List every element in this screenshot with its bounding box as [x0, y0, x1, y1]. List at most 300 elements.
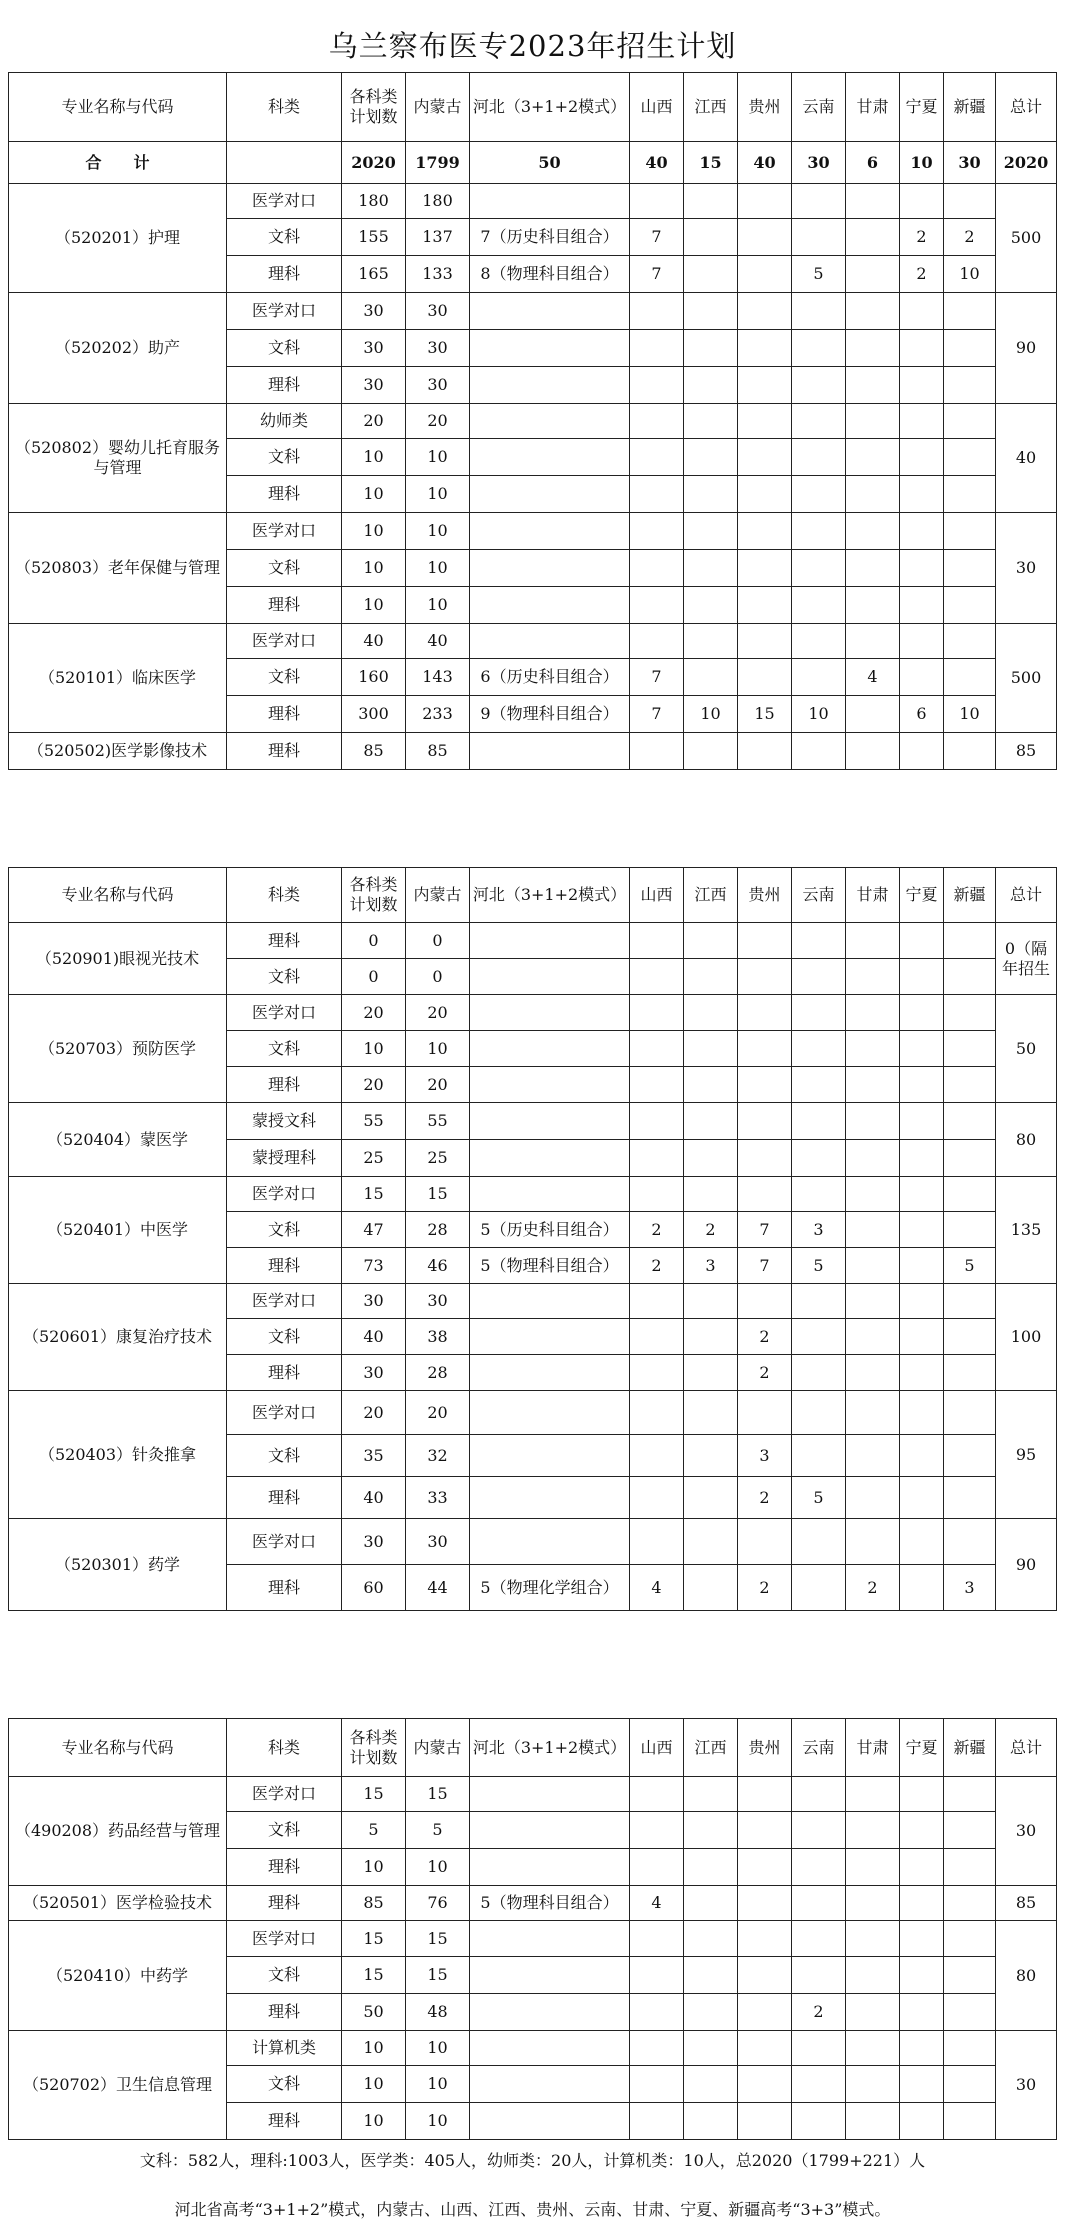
- table-row: [9, 1391, 1057, 1435]
- plan-count-cell: 20: [342, 995, 406, 1031]
- major-name-cell: （520702）卫生信息管理: [9, 2031, 227, 2140]
- plan-count-cell: 10: [342, 587, 406, 624]
- jiangxi-cell: [684, 330, 738, 367]
- column-header: 江西: [684, 868, 738, 923]
- major-total-cell: 90: [996, 1519, 1057, 1611]
- xinjiang-cell: 2: [944, 219, 996, 256]
- hebei-cell: [470, 550, 630, 587]
- yunnan-cell: [792, 1886, 846, 1921]
- neimenggu-cell: 46: [406, 1248, 470, 1284]
- neimenggu-cell: 10: [406, 550, 470, 587]
- shanxi-cell: [630, 995, 684, 1031]
- jiangxi-cell: [684, 1031, 738, 1067]
- neimenggu-cell: 28: [406, 1355, 470, 1391]
- xinjiang-cell: [944, 1921, 996, 1957]
- jiangxi-cell: [684, 1177, 738, 1212]
- major-total-cell: 30: [996, 513, 1057, 624]
- gansu-cell: [846, 1994, 900, 2031]
- column-header: 甘肃: [846, 1719, 900, 1777]
- hebei-cell: 5（历史科目组合）: [470, 1212, 630, 1248]
- neimenggu-cell: 233: [406, 696, 470, 733]
- column-header: 云南: [792, 1719, 846, 1777]
- jiangxi-cell: [684, 1519, 738, 1565]
- major-total-cell: 40: [996, 404, 1057, 513]
- yunnan-cell: [792, 330, 846, 367]
- guizhou-cell: [738, 293, 792, 330]
- ningxia-cell: [900, 1103, 944, 1140]
- shanxi-cell: 2: [630, 1248, 684, 1284]
- category-cell: 医学对口: [227, 1284, 342, 1319]
- ningxia-cell: [900, 293, 944, 330]
- gansu-cell: [846, 1319, 900, 1355]
- shanxi-cell: [630, 1957, 684, 1994]
- column-header: 山西: [630, 868, 684, 923]
- hebei-cell: [470, 2031, 630, 2066]
- plan-count-cell: 35: [342, 1435, 406, 1477]
- neimenggu-cell: 30: [406, 367, 470, 404]
- hebei-cell: [470, 1519, 630, 1565]
- major-total-cell: 80: [996, 1921, 1057, 2031]
- guizhou-cell: [738, 923, 792, 959]
- hebei-cell: [470, 184, 630, 219]
- plan-count-cell: 300: [342, 696, 406, 733]
- jiangxi-cell: [684, 1849, 738, 1886]
- hebei-cell: [470, 1849, 630, 1886]
- category-cell: 理科: [227, 1565, 342, 1611]
- plan-count-cell: 10: [342, 439, 406, 476]
- major-name-cell: （520601）康复治疗技术: [9, 1284, 227, 1391]
- hebei-cell: [470, 1391, 630, 1435]
- xinjiang-cell: [944, 330, 996, 367]
- yunnan-cell: [792, 2066, 846, 2103]
- guizhou-cell: [738, 1994, 792, 2031]
- neimenggu-cell: 143: [406, 659, 470, 696]
- shanxi-cell: [630, 1284, 684, 1319]
- hebei-cell: [470, 1140, 630, 1177]
- column-header: 内蒙古: [406, 868, 470, 923]
- gansu-cell: [846, 959, 900, 995]
- gansu-cell: [846, 2103, 900, 2140]
- major-name-cell: （520502)医学影像技术: [9, 733, 227, 770]
- ningxia-cell: [900, 1391, 944, 1435]
- neimenggu-cell: 38: [406, 1319, 470, 1355]
- ningxia-cell: 2: [900, 219, 944, 256]
- shanxi-cell: [630, 476, 684, 513]
- guizhou-cell: [738, 1067, 792, 1103]
- xinjiang-cell: [944, 995, 996, 1031]
- plan-count-cell: 10: [342, 2031, 406, 2066]
- yunnan-cell: [792, 404, 846, 439]
- ningxia-cell: 6: [900, 696, 944, 733]
- hebei-cell: [470, 330, 630, 367]
- column-header: 新疆: [944, 868, 996, 923]
- hebei-cell: [470, 1994, 630, 2031]
- yunnan-cell: [792, 587, 846, 624]
- jiangxi-cell: [684, 256, 738, 293]
- shanxi-cell: 7: [630, 696, 684, 733]
- column-header: 宁夏: [900, 1719, 944, 1777]
- guizhou-cell: [738, 1103, 792, 1140]
- xinjiang-cell: 10: [944, 696, 996, 733]
- gansu-cell: [846, 184, 900, 219]
- gansu-cell: [846, 476, 900, 513]
- category-cell: 理科: [227, 1994, 342, 2031]
- guizhou-cell: [738, 1921, 792, 1957]
- guizhou-cell: [738, 367, 792, 404]
- xinjiang-cell: [944, 1284, 996, 1319]
- yunnan-cell: [792, 1435, 846, 1477]
- guizhou-cell: [738, 550, 792, 587]
- plan-count-cell: 47: [342, 1212, 406, 1248]
- plan-count-cell: 40: [342, 1477, 406, 1519]
- gansu-cell: [846, 439, 900, 476]
- plan-count-cell: 85: [342, 733, 406, 770]
- guizhou-cell: 2: [738, 1477, 792, 1519]
- hebei-cell: 5（物理科目组合）: [470, 1248, 630, 1284]
- jiangxi-cell: [684, 1886, 738, 1921]
- hebei-cell: [470, 367, 630, 404]
- neimenggu-cell: 5: [406, 1812, 470, 1849]
- yunnan-cell: [792, 476, 846, 513]
- jiangxi-cell: [684, 293, 738, 330]
- neimenggu-cell: 32: [406, 1435, 470, 1477]
- major-total-cell: 85: [996, 733, 1057, 770]
- grand-total-row: [9, 142, 1057, 184]
- jiangxi-cell: [684, 2031, 738, 2066]
- gansu-cell: [846, 1031, 900, 1067]
- table-row: [9, 995, 1057, 1031]
- hebei-cell: 5（物理化学组合）: [470, 1565, 630, 1611]
- ningxia-cell: [900, 367, 944, 404]
- major-total-cell: 500: [996, 624, 1057, 733]
- gansu-cell: [846, 995, 900, 1031]
- shanxi-cell: [630, 1067, 684, 1103]
- xinjiang-cell: [944, 1777, 996, 1812]
- column-header: 内蒙古: [406, 73, 470, 142]
- plan-count-cell: 20: [342, 1067, 406, 1103]
- jiangxi-cell: [684, 1067, 738, 1103]
- jiangxi-cell: [684, 476, 738, 513]
- column-header: 贵州: [738, 73, 792, 142]
- hebei-cell: [470, 1957, 630, 1994]
- gansu-cell: [846, 1212, 900, 1248]
- neimenggu-cell: 10: [406, 513, 470, 550]
- hebei-cell: 6（历史科目组合）: [470, 659, 630, 696]
- table-row: [9, 624, 1057, 659]
- category-cell: 理科: [227, 1477, 342, 1519]
- guizhou-cell: 2: [738, 1319, 792, 1355]
- ningxia-cell: [900, 1355, 944, 1391]
- plan-count-cell: 10: [342, 2103, 406, 2140]
- category-cell: 蒙授理科: [227, 1140, 342, 1177]
- yunnan-cell: [792, 659, 846, 696]
- ningxia-cell: [900, 1212, 944, 1248]
- hebei-cell: [470, 587, 630, 624]
- neimenggu-cell: 15: [406, 1921, 470, 1957]
- yunnan-cell: 5: [792, 256, 846, 293]
- grand-total-cell: 15: [684, 142, 738, 184]
- ningxia-cell: [900, 1921, 944, 1957]
- table-row: [9, 1177, 1057, 1212]
- jiangxi-cell: [684, 1565, 738, 1611]
- ningxia-cell: [900, 439, 944, 476]
- column-header: 江西: [684, 73, 738, 142]
- guizhou-cell: 7: [738, 1212, 792, 1248]
- ningxia-cell: [900, 1284, 944, 1319]
- shanxi-cell: [630, 1994, 684, 2031]
- hebei-cell: [470, 733, 630, 770]
- shanxi-cell: [630, 1177, 684, 1212]
- neimenggu-cell: 10: [406, 587, 470, 624]
- category-cell: 文科: [227, 659, 342, 696]
- column-header: 河北（3+1+2模式）: [470, 868, 630, 923]
- yunnan-cell: [792, 1391, 846, 1435]
- gansu-cell: [846, 696, 900, 733]
- neimenggu-cell: 28: [406, 1212, 470, 1248]
- yunnan-cell: [792, 1777, 846, 1812]
- xinjiang-cell: [944, 1031, 996, 1067]
- table-row: [9, 184, 1057, 219]
- yunnan-cell: [792, 1140, 846, 1177]
- major-total-cell: 95: [996, 1391, 1057, 1519]
- category-cell: 计算机类: [227, 2031, 342, 2066]
- yunnan-cell: [792, 1031, 846, 1067]
- jiangxi-cell: [684, 1284, 738, 1319]
- yunnan-cell: [792, 1319, 846, 1355]
- plan-count-cell: 30: [342, 330, 406, 367]
- plan-count-cell: 180: [342, 184, 406, 219]
- category-cell: 医学对口: [227, 624, 342, 659]
- yunnan-cell: [792, 550, 846, 587]
- yunnan-cell: [792, 959, 846, 995]
- hebei-cell: [470, 959, 630, 995]
- gansu-cell: 4: [846, 659, 900, 696]
- major-total-cell: 80: [996, 1103, 1057, 1177]
- gansu-cell: [846, 733, 900, 770]
- gansu-cell: [846, 1355, 900, 1391]
- ningxia-cell: [900, 2031, 944, 2066]
- yunnan-cell: [792, 439, 846, 476]
- shanxi-cell: [630, 1921, 684, 1957]
- ningxia-cell: [900, 1435, 944, 1477]
- xinjiang-cell: [944, 1812, 996, 1849]
- guizhou-cell: [738, 587, 792, 624]
- column-header: 专业名称与代码: [9, 868, 227, 923]
- category-cell: 理科: [227, 1067, 342, 1103]
- jiangxi-cell: [684, 1391, 738, 1435]
- admission-plan-table-3: [8, 1718, 1057, 2140]
- hebei-cell: [470, 2103, 630, 2140]
- grand-total-cell: 40: [630, 142, 684, 184]
- guizhou-cell: [738, 439, 792, 476]
- jiangxi-cell: [684, 1103, 738, 1140]
- category-cell: 理科: [227, 1355, 342, 1391]
- jiangxi-cell: [684, 550, 738, 587]
- table-row: [9, 1284, 1057, 1319]
- header-row: [9, 868, 1057, 923]
- shanxi-cell: [630, 2066, 684, 2103]
- shanxi-cell: [630, 1031, 684, 1067]
- neimenggu-cell: 20: [406, 1391, 470, 1435]
- category-cell: 理科: [227, 1248, 342, 1284]
- shanxi-cell: [630, 587, 684, 624]
- table-row: [9, 1921, 1057, 1957]
- category-cell: 文科: [227, 1812, 342, 1849]
- jiangxi-cell: [684, 1921, 738, 1957]
- guizhou-cell: 2: [738, 1355, 792, 1391]
- hebei-cell: [470, 624, 630, 659]
- guizhou-cell: [738, 404, 792, 439]
- category-cell: 理科: [227, 367, 342, 404]
- column-header: 总计: [996, 868, 1057, 923]
- gansu-cell: [846, 1812, 900, 1849]
- gansu-cell: [846, 1248, 900, 1284]
- xinjiang-cell: [944, 439, 996, 476]
- category-cell: 理科: [227, 696, 342, 733]
- plan-count-cell: 30: [342, 367, 406, 404]
- plan-count-cell: 15: [342, 1177, 406, 1212]
- xinjiang-cell: [944, 2031, 996, 2066]
- shanxi-cell: [630, 1519, 684, 1565]
- category-cell: 医学对口: [227, 513, 342, 550]
- neimenggu-cell: 76: [406, 1886, 470, 1921]
- column-header: 河北（3+1+2模式）: [470, 1719, 630, 1777]
- admission-plan-table-2: [8, 867, 1057, 1611]
- yunnan-cell: [792, 1921, 846, 1957]
- ningxia-cell: [900, 1886, 944, 1921]
- gansu-cell: [846, 1103, 900, 1140]
- hebei-cell: [470, 1777, 630, 1812]
- grand-total-cell: 2020: [342, 142, 406, 184]
- shanxi-cell: [630, 959, 684, 995]
- major-total-cell: 30: [996, 1777, 1057, 1886]
- yunnan-cell: [792, 1067, 846, 1103]
- category-cell: 理科: [227, 733, 342, 770]
- ningxia-cell: [900, 1849, 944, 1886]
- category-cell: 医学对口: [227, 995, 342, 1031]
- grand-total-cell: 30: [792, 142, 846, 184]
- guizhou-cell: [738, 624, 792, 659]
- jiangxi-cell: [684, 1812, 738, 1849]
- column-header: 各科类计划数: [342, 73, 406, 142]
- grand-total-cell: 40: [738, 142, 792, 184]
- shanxi-cell: 7: [630, 219, 684, 256]
- guizhou-cell: [738, 1391, 792, 1435]
- grand-total-cell: 50: [470, 142, 630, 184]
- plan-count-cell: 20: [342, 404, 406, 439]
- shanxi-cell: [630, 624, 684, 659]
- category-cell: 理科: [227, 587, 342, 624]
- column-header: 宁夏: [900, 73, 944, 142]
- category-cell: 医学对口: [227, 1391, 342, 1435]
- yunnan-cell: 10: [792, 696, 846, 733]
- grand-total-cell: 30: [944, 142, 996, 184]
- plan-count-cell: 165: [342, 256, 406, 293]
- jiangxi-cell: [684, 367, 738, 404]
- shanxi-cell: [630, 367, 684, 404]
- xinjiang-cell: [944, 659, 996, 696]
- shanxi-cell: [630, 1477, 684, 1519]
- xinjiang-cell: 3: [944, 1565, 996, 1611]
- neimenggu-cell: 30: [406, 1519, 470, 1565]
- shanxi-cell: [630, 2103, 684, 2140]
- jiangxi-cell: [684, 1777, 738, 1812]
- header-row: [9, 73, 1057, 142]
- yunnan-cell: [792, 733, 846, 770]
- xinjiang-cell: [944, 733, 996, 770]
- grand-total-cell: 合 计: [9, 142, 227, 184]
- jiangxi-cell: [684, 587, 738, 624]
- ningxia-cell: [900, 330, 944, 367]
- category-cell: 理科: [227, 2103, 342, 2140]
- shanxi-cell: [630, 733, 684, 770]
- jiangxi-cell: [684, 2103, 738, 2140]
- category-cell: 医学对口: [227, 1177, 342, 1212]
- neimenggu-cell: 180: [406, 184, 470, 219]
- yunnan-cell: [792, 1565, 846, 1611]
- xinjiang-cell: [944, 1177, 996, 1212]
- column-header: 各科类计划数: [342, 868, 406, 923]
- category-cell: 理科: [227, 1886, 342, 1921]
- xinjiang-cell: [944, 1319, 996, 1355]
- major-name-cell: （520403）针灸推拿: [9, 1391, 227, 1519]
- neimenggu-cell: 85: [406, 733, 470, 770]
- guizhou-cell: 7: [738, 1248, 792, 1284]
- gansu-cell: [846, 2066, 900, 2103]
- plan-count-cell: 15: [342, 1957, 406, 1994]
- hebei-cell: [470, 1103, 630, 1140]
- gansu-cell: [846, 256, 900, 293]
- category-cell: 理科: [227, 476, 342, 513]
- neimenggu-cell: 44: [406, 1565, 470, 1611]
- category-cell: 文科: [227, 2066, 342, 2103]
- jiangxi-cell: [684, 923, 738, 959]
- neimenggu-cell: 10: [406, 476, 470, 513]
- hebei-cell: [470, 1921, 630, 1957]
- guizhou-cell: [738, 513, 792, 550]
- gansu-cell: [846, 1284, 900, 1319]
- admission-plan-table-1: [8, 72, 1057, 770]
- yunnan-cell: [792, 184, 846, 219]
- ningxia-cell: [900, 1177, 944, 1212]
- category-cell: 蒙授文科: [227, 1103, 342, 1140]
- neimenggu-cell: 10: [406, 2031, 470, 2066]
- jiangxi-cell: [684, 659, 738, 696]
- hebei-cell: 7（历史科目组合）: [470, 219, 630, 256]
- plan-count-cell: 30: [342, 1355, 406, 1391]
- guizhou-cell: [738, 1886, 792, 1921]
- xinjiang-cell: 5: [944, 1248, 996, 1284]
- neimenggu-cell: 15: [406, 1177, 470, 1212]
- major-name-cell: （520501）医学检验技术: [9, 1886, 227, 1921]
- jiangxi-cell: [684, 1477, 738, 1519]
- guizhou-cell: [738, 1284, 792, 1319]
- hebei-cell: [470, 1812, 630, 1849]
- gansu-cell: [846, 1849, 900, 1886]
- shanxi-cell: [630, 1812, 684, 1849]
- xinjiang-cell: 10: [944, 256, 996, 293]
- column-header: 山西: [630, 73, 684, 142]
- major-name-cell: （520410）中药学: [9, 1921, 227, 2031]
- yunnan-cell: [792, 1957, 846, 1994]
- shanxi-cell: [630, 1140, 684, 1177]
- shanxi-cell: [630, 923, 684, 959]
- table-row: [9, 1103, 1057, 1140]
- shanxi-cell: 7: [630, 256, 684, 293]
- table-row: [9, 1777, 1057, 1812]
- major-name-cell: （520803）老年保健与管理: [9, 513, 227, 624]
- gansu-cell: [846, 293, 900, 330]
